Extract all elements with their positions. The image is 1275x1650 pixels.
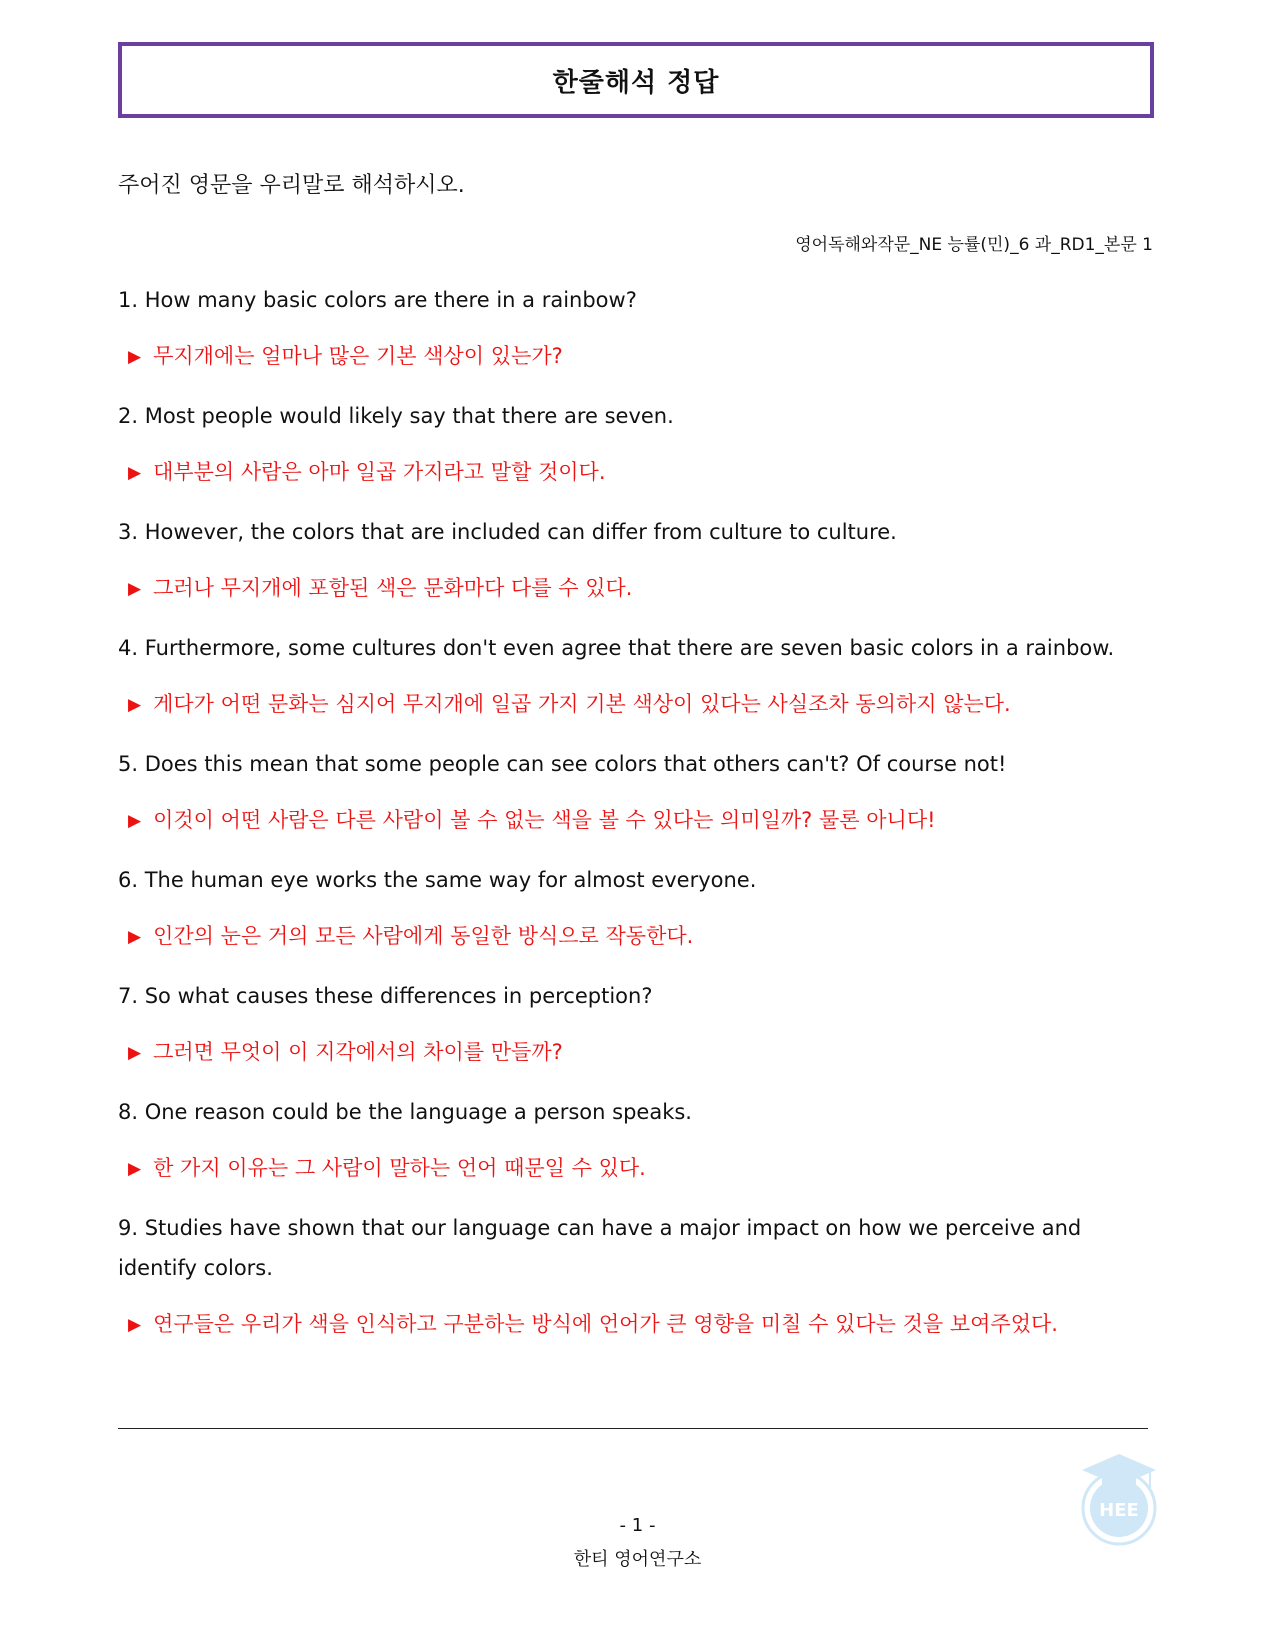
- question-text: 7. So what causes these differences in perception?: [118, 984, 653, 1008]
- arrow-icon: ▶: [128, 1315, 142, 1335]
- source-reference: 영어독해와작문_NE 능률(민)_6 과_RD1_본문 1: [795, 235, 1153, 255]
- question-text: 3. However, the colors that are included can differ from culture to culture.: [118, 520, 897, 544]
- answer-line: [118, 800, 1158, 842]
- list-item: [118, 280, 1158, 378]
- answer-line: [118, 1032, 1158, 1074]
- list-item: [118, 512, 1158, 610]
- answer-line: [118, 1148, 1158, 1190]
- answer-text: 그러면 무엇이 이 지각에서의 차이를 만들까?: [153, 1040, 563, 1064]
- arrow-icon: ▶: [128, 463, 142, 483]
- question-text: 1. How many basic colors are there in a rainbow?: [118, 288, 637, 312]
- list-item: [118, 744, 1158, 842]
- list-item: [118, 976, 1158, 1074]
- answer-text: 이것이 어떤 사람은 다른 사람이 볼 수 없는 색을 볼 수 있다는 의미일까? 물론 아니다!: [153, 808, 936, 832]
- list-item: [118, 1092, 1158, 1190]
- arrow-icon: ▶: [128, 1159, 142, 1179]
- answer-text: 무지개에는 얼마나 많은 기본 색상이 있는가?: [153, 344, 563, 368]
- arrow-icon: ▶: [128, 1043, 142, 1063]
- arrow-icon: ▶: [128, 695, 142, 715]
- page-title: 한줄해석 정답: [552, 67, 720, 98]
- page-number: - 1 -: [619, 1515, 656, 1536]
- instruction-text: 주어진 영문을 우리말로 해석하시오.: [118, 173, 465, 198]
- arrow-icon: ▶: [128, 927, 142, 947]
- list-item: [118, 860, 1158, 958]
- answer-text: 대부분의 사람은 아마 일곱 가지라고 말할 것이다.: [153, 460, 606, 484]
- arrow-icon: ▶: [128, 811, 142, 831]
- arrow-icon: ▶: [128, 579, 142, 599]
- answer-line: [118, 684, 1158, 726]
- question-text: 6. The human eye works the same way for almost everyone.: [118, 868, 757, 892]
- answer-line: [118, 568, 1158, 610]
- question-text: 8. One reason could be the language a person speaks.: [118, 1100, 692, 1124]
- title-box: [118, 42, 1154, 118]
- answer-text: 한 가지 이유는 그 사람이 말하는 언어 때문일 수 있다.: [153, 1156, 646, 1180]
- question-text: 9. Studies have shown that our language can have a major impact on how we perceive and identify colors.: [118, 1216, 1082, 1280]
- arrow-icon: ▶: [128, 347, 142, 367]
- logo-text: HEE: [1099, 1500, 1139, 1521]
- answer-text: 그러나 무지개에 포함된 색은 문화마다 다를 수 있다.: [153, 576, 633, 600]
- answer-line: [118, 1304, 1158, 1346]
- answer-text: 연구들은 우리가 색을 인식하고 구분하는 방식에 언어가 큰 영향을 미칠 수 있다는 것을 보여주었다.: [153, 1312, 1058, 1336]
- list-item: [118, 1208, 1158, 1346]
- answer-line: [118, 336, 1158, 378]
- question-text: 2. Most people would likely say that there are seven.: [118, 404, 674, 428]
- answer-text: 게다가 어떤 문화는 심지어 무지개에 일곱 가지 기본 색상이 있다는 사실조차 동의하지 않는다.: [153, 692, 1011, 716]
- question-text: 5. Does this mean that some people can see colors that others can't? Of course not!: [118, 752, 1007, 776]
- divider-line: [118, 1428, 1148, 1429]
- answer-line: [118, 916, 1158, 958]
- question-text: 4. Furthermore, some cultures don't even agree that there are seven basic colors in a rainbow.: [118, 636, 1115, 660]
- footer-organization: 한티 영어연구소: [573, 1549, 702, 1570]
- answer-text: 인간의 눈은 거의 모든 사람에게 동일한 방식으로 작동한다.: [153, 924, 694, 948]
- list-item: [118, 396, 1158, 494]
- question-list: [118, 280, 1158, 1364]
- list-item: [118, 628, 1158, 726]
- answer-line: [118, 452, 1158, 494]
